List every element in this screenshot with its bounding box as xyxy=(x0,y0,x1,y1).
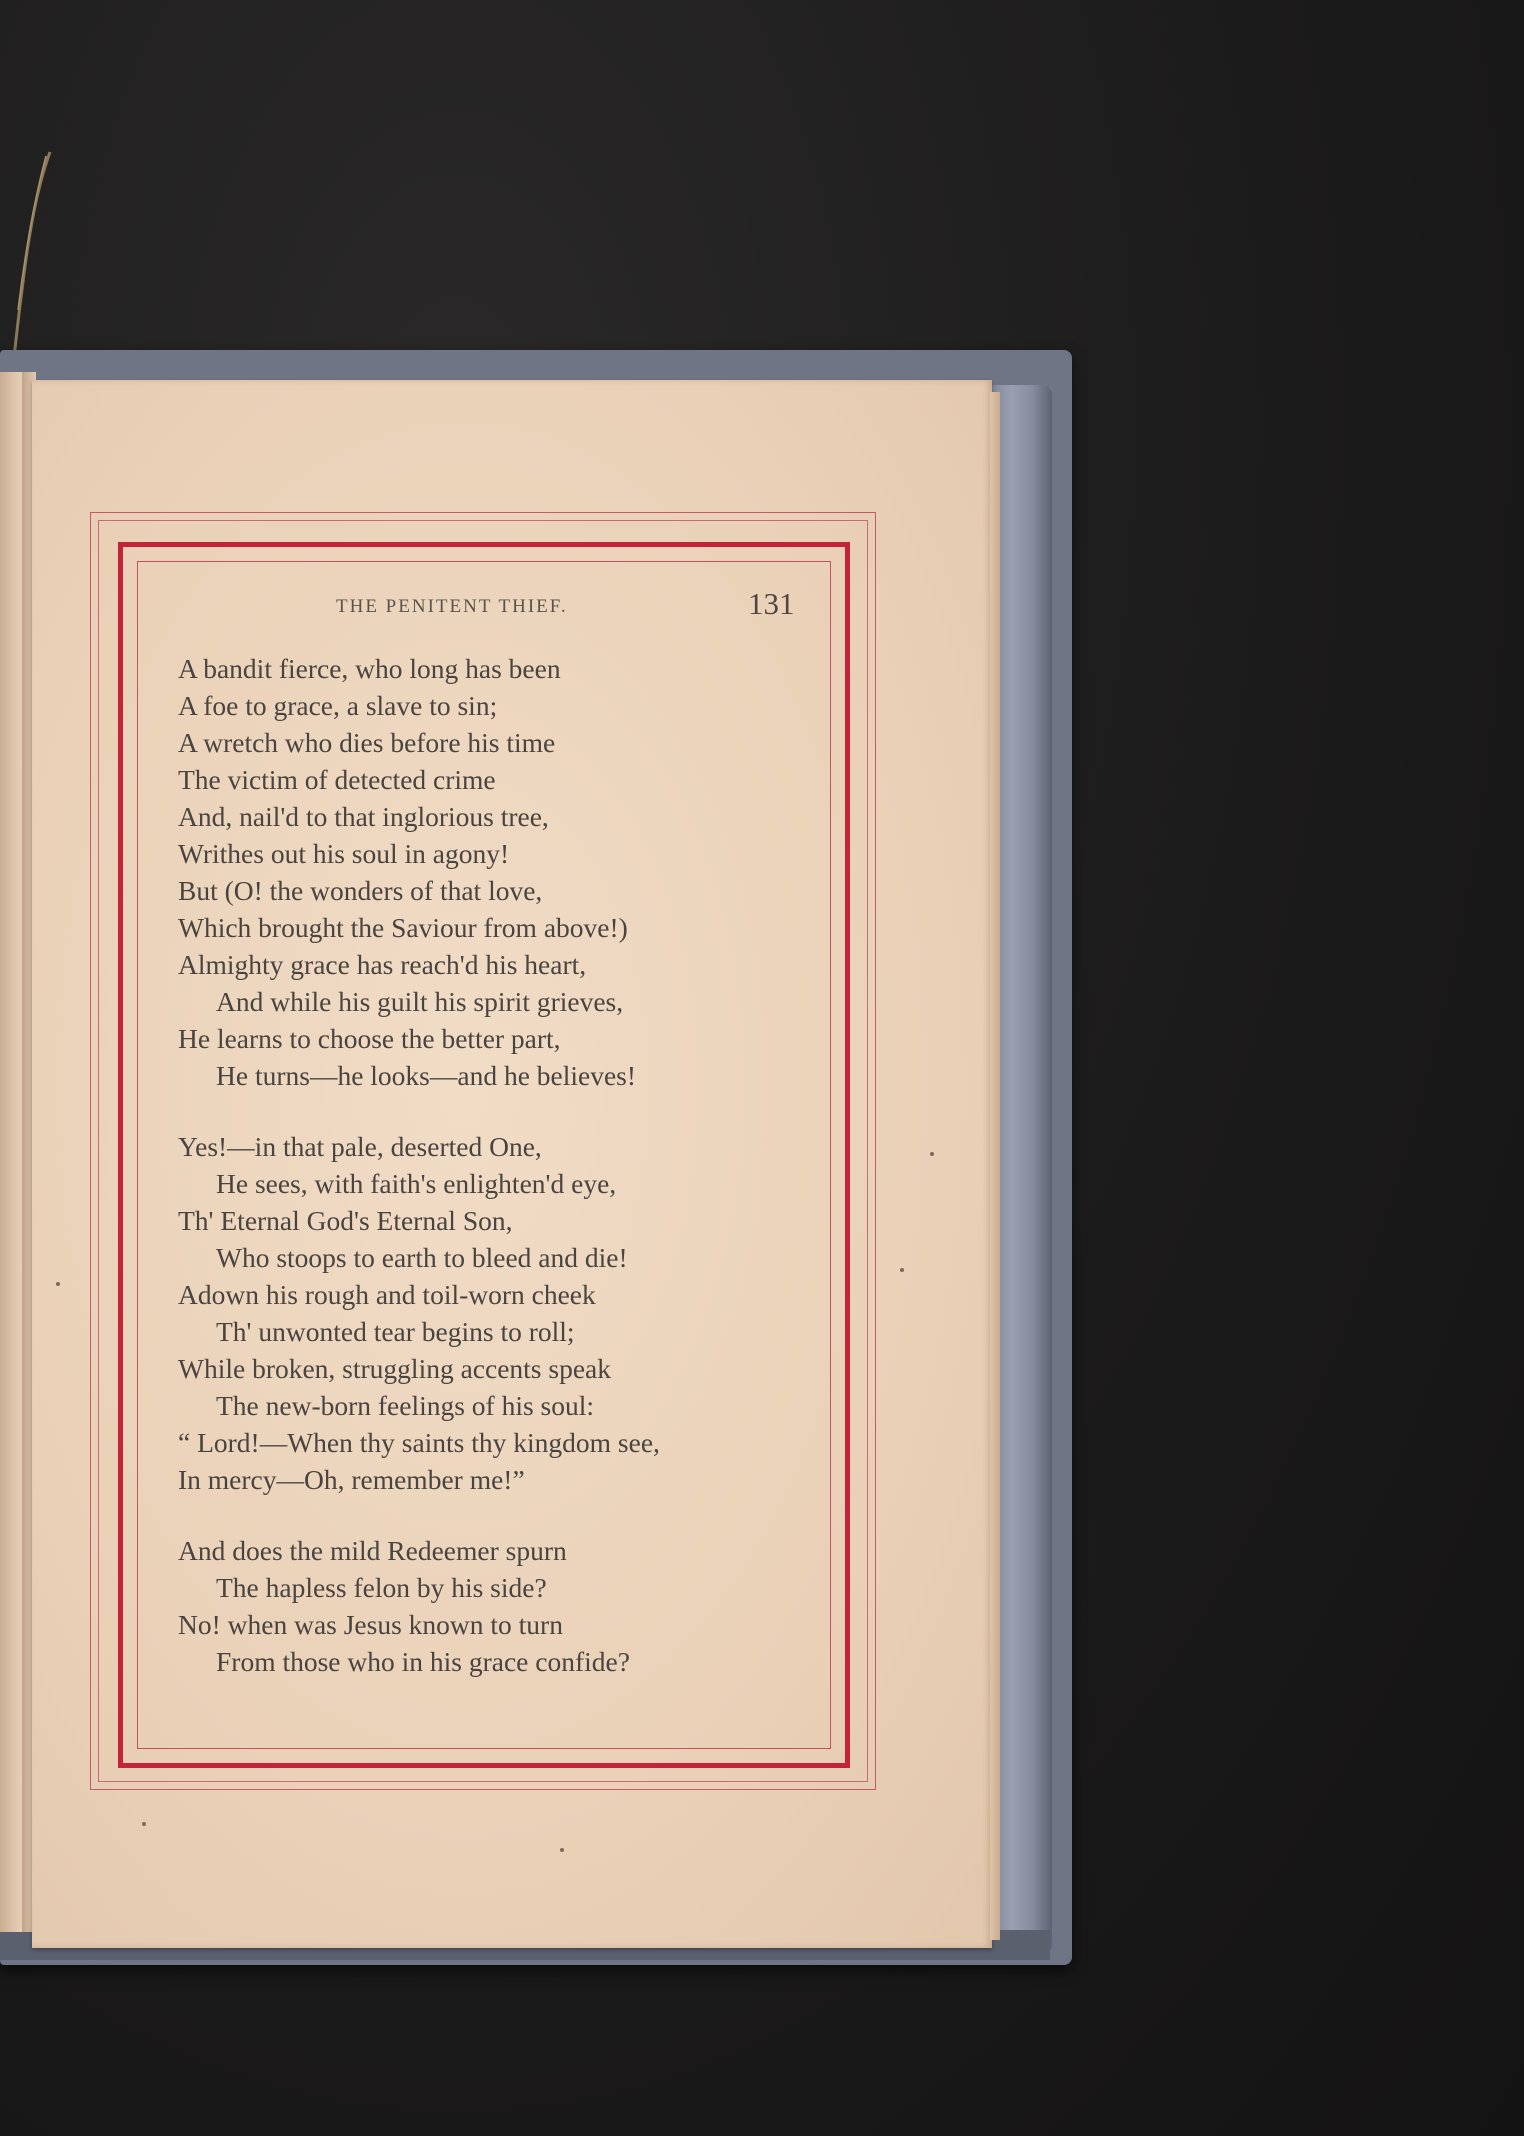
stanza xyxy=(178,1532,818,1680)
poem-line: A foe to grace, a slave to sin; xyxy=(178,690,498,721)
poem-line: In mercy—Oh, remember me!” xyxy=(178,1464,525,1495)
poem-line: Yes!—in that pale, deserted One, xyxy=(178,1131,542,1162)
poem-line: Th' unwonted tear begins to roll; xyxy=(216,1316,575,1347)
binding-thread xyxy=(6,150,54,360)
poem-line: The hapless felon by his side? xyxy=(216,1572,547,1603)
poem-line: A bandit fierce, who long has been xyxy=(178,653,561,684)
poem-line: Writhes out his soul in agony! xyxy=(178,838,510,869)
poem-line: And, nail'd to that inglorious tree, xyxy=(178,801,549,832)
page-number: 131 xyxy=(748,586,795,621)
poem-line: Almighty grace has reach'd his heart, xyxy=(178,949,587,980)
poem-line: No! when was Jesus known to turn xyxy=(178,1609,563,1640)
poem-line: Adown his rough and toil-worn cheek xyxy=(178,1279,596,1310)
poem-line: And does the mild Redeemer spurn xyxy=(178,1535,567,1566)
poem-line: The victim of detected crime xyxy=(178,764,496,795)
poem-line: He learns to choose the better part, xyxy=(178,1023,561,1054)
poem-line: Who stoops to earth to bleed and die! xyxy=(216,1242,628,1273)
poem-line: Which brought the Saviour from above!) xyxy=(178,912,628,943)
poem-line: Th' Eternal God's Eternal Son, xyxy=(178,1205,513,1236)
poem-line: But (O! the wonders of that love, xyxy=(178,875,543,906)
stanza xyxy=(178,650,818,1094)
stanza-gap xyxy=(178,1498,818,1532)
poem-line: The new-born feelings of his soul: xyxy=(216,1390,595,1421)
running-head: THE PENITENT THIEF. xyxy=(336,596,568,617)
poem-line: He sees, with faith's enlighten'd eye, xyxy=(216,1168,617,1199)
poem-line: He turns—he looks—and he believes! xyxy=(216,1060,637,1091)
poem-line: “ Lord!—When thy saints thy kingdom see, xyxy=(178,1427,660,1458)
poem-line: While broken, struggling accents speak xyxy=(178,1353,611,1384)
page-fore-edge xyxy=(990,392,1000,1940)
stanza xyxy=(178,1128,818,1498)
stanza-gap xyxy=(178,1094,818,1128)
poem-line: A wretch who dies before his time xyxy=(178,727,556,758)
poem-body xyxy=(178,650,818,1680)
poem-line: From those who in his grace confide? xyxy=(216,1646,630,1677)
poem-line: And while his guilt his spirit grieves, xyxy=(216,986,624,1017)
